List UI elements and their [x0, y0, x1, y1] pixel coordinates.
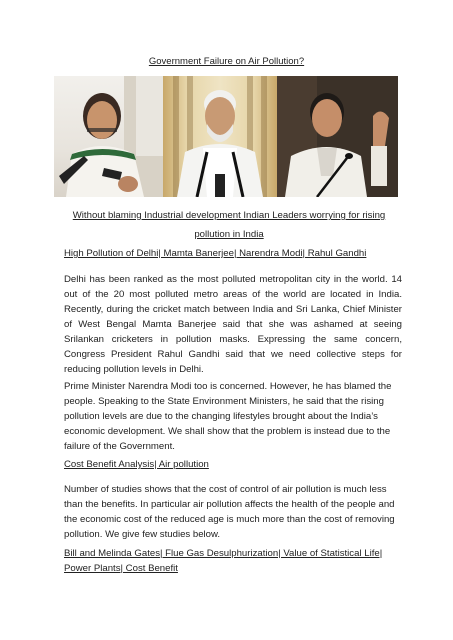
page-title: Government Failure on Air Pollution? — [148, 56, 305, 67]
section-heading-cost-benefit: Cost Benefit Analysis| Air pollution — [64, 459, 209, 470]
section-heading-gates-line-2: Power Plants| Cost Benefit — [64, 563, 178, 574]
photo-rahul-gandhi — [277, 76, 398, 197]
subtitle — [60, 208, 398, 242]
section-heading-gates-line-1: Bill and Melinda Gates| Flue Gas Desulphurization| Value of Statistical Life| — [64, 548, 383, 559]
subtitle-line-2: pollution in India — [194, 229, 264, 240]
leaders-photo-strip — [54, 76, 398, 197]
section-heading-delhi-pollution: High Pollution of Delhi| Mamta Banerjee| Narendra Modi| Rahul Gandhi — [64, 248, 367, 259]
photo-mamta-banerjee-art — [54, 76, 163, 197]
paragraph-delhi-ranking: Delhi has been ranked as the most polluted metropolitan city in the world. 14 out of the 20 most polluted metro areas of the world are located in India. Recently, during the cricket match between India and Sri Lanka, Chief Minister of West Bengal Mamta Banerjee said that she was ashamed at seeing Srilankan cricketers in pollution masks. Expressing the same concern, Congress President Rahul Gandhi said that we need collective steps for reducing pollution levels in Delhi. — [64, 274, 402, 375]
paragraph-cost-studies: Number of studies shows that the cost of control of air pollution is much less than the benefits. In particular air pollution affects the health of the people and the economic cost of the reduced age is much more than the cost of removing pollution. We give few studies below. — [64, 484, 395, 540]
paragraph-modi-concern: Prime Minister Narendra Modi too is concerned. However, he has blamed the people. Speaking to the State Environment Ministers, he said that the rising pollution levels are due to the changing lifestyles brought about the India’s economic development. We shall show that the problem is instead due to the failure of the Government. — [64, 381, 392, 452]
photo-narendra-modi-art — [163, 76, 277, 197]
section-heading-gates-studies — [64, 546, 382, 576]
photo-mamta-banerjee — [54, 76, 163, 197]
photo-narendra-modi — [163, 76, 277, 197]
subtitle-line-1: Without blaming Industrial development Indian Leaders worrying for rising — [72, 210, 386, 221]
photo-rahul-gandhi-art — [277, 76, 398, 197]
